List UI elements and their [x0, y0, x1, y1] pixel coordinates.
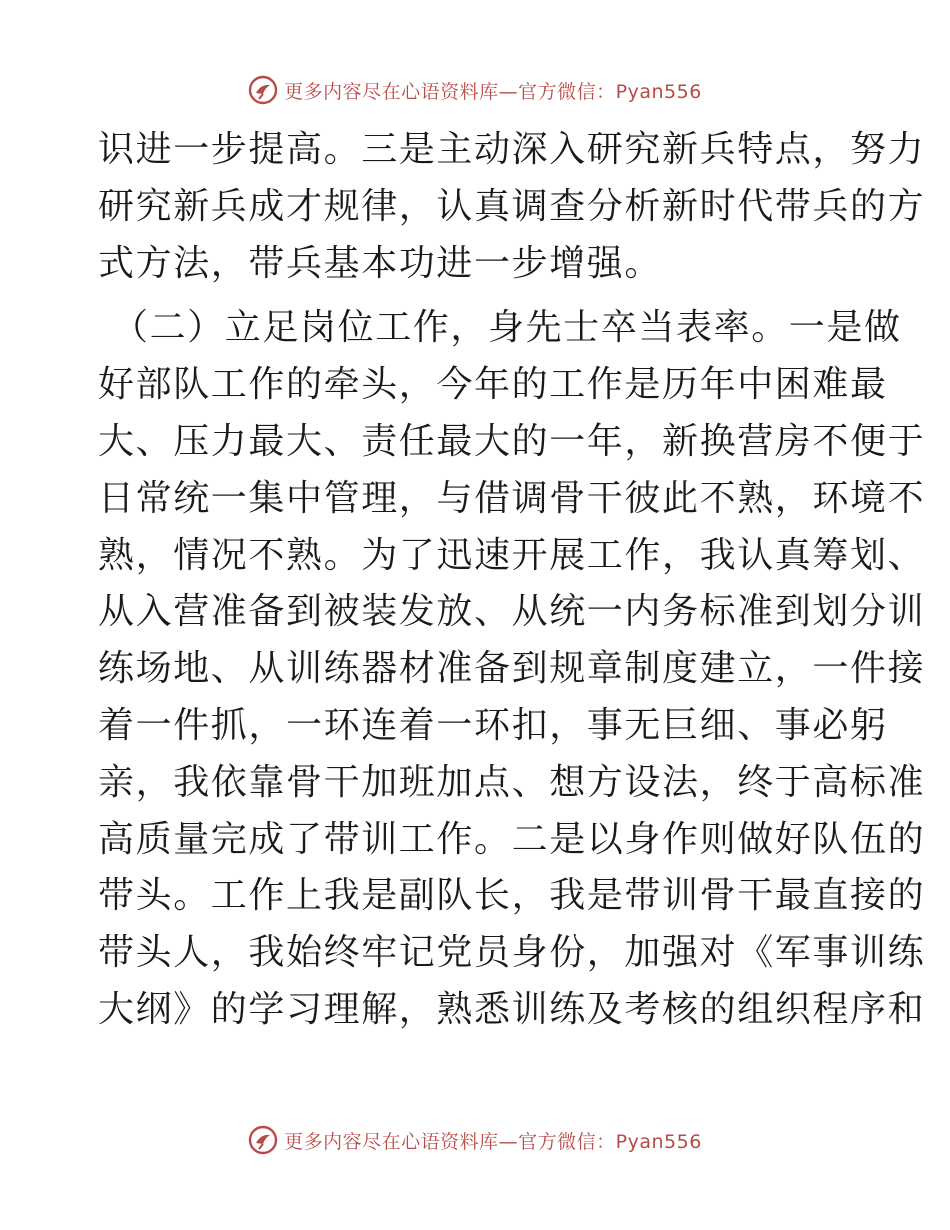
text-line: 练场地、从训练器材准备到规章制度建立，一件接	[98, 648, 926, 690]
header-watermark	[0, 70, 950, 110]
brand-logo-icon	[248, 75, 278, 105]
text-line: 亲，我依靠骨干加班加点、想方设法，终于高标准	[98, 761, 926, 803]
text-line: 大纲》的学习理解，熟悉训练及考核的组织程序和	[98, 988, 926, 1030]
text-line: 研究新兵成才规律，认真调查分析新时代带兵的方	[98, 185, 926, 227]
text-line: 从入营准备到被装发放、从统一内务标准到划分训	[98, 591, 926, 633]
text-line: 日常统一集中管理，与借调骨干彼此不熟，环境不	[98, 477, 926, 519]
text-line: 高质量完成了带训工作。二是以身作则做好队伍的	[98, 818, 926, 860]
paragraph-2	[98, 300, 926, 1038]
watermark-text: 更多内容尽在心语资料库—官方微信：Pyan556	[284, 80, 702, 103]
footer-watermark	[0, 1120, 950, 1160]
paragraph-1	[98, 122, 926, 292]
text-line: 熟，情况不熟。为了迅速开展工作，我认真筹划、	[98, 534, 926, 576]
text-line: 好部队工作的牵头，今年的工作是历年中困难最	[98, 364, 888, 406]
watermark-text: 更多内容尽在心语资料库—官方微信：Pyan556	[284, 1130, 702, 1153]
text-line: 带头。工作上我是副队长，我是带训骨干最直接的	[98, 875, 926, 917]
document-body	[98, 122, 926, 1039]
text-line: （二）立足岗位工作，身先士卒当表率。一是做	[112, 307, 902, 349]
text-line: 带头人，我始终牢记党员身份，加强对《军事训练	[98, 932, 926, 974]
brand-logo-icon	[248, 1125, 278, 1155]
text-line: 着一件抓，一环连着一环扣，事无巨细、事必躬	[98, 704, 888, 746]
text-line: 大、压力最大、责任最大的一年，新换营房不便于	[98, 420, 926, 462]
text-line: 识进一步提高。三是主动深入研究新兵特点，努力	[98, 129, 926, 170]
text-line: 式方法，带兵基本功进一步增强。	[98, 242, 663, 284]
